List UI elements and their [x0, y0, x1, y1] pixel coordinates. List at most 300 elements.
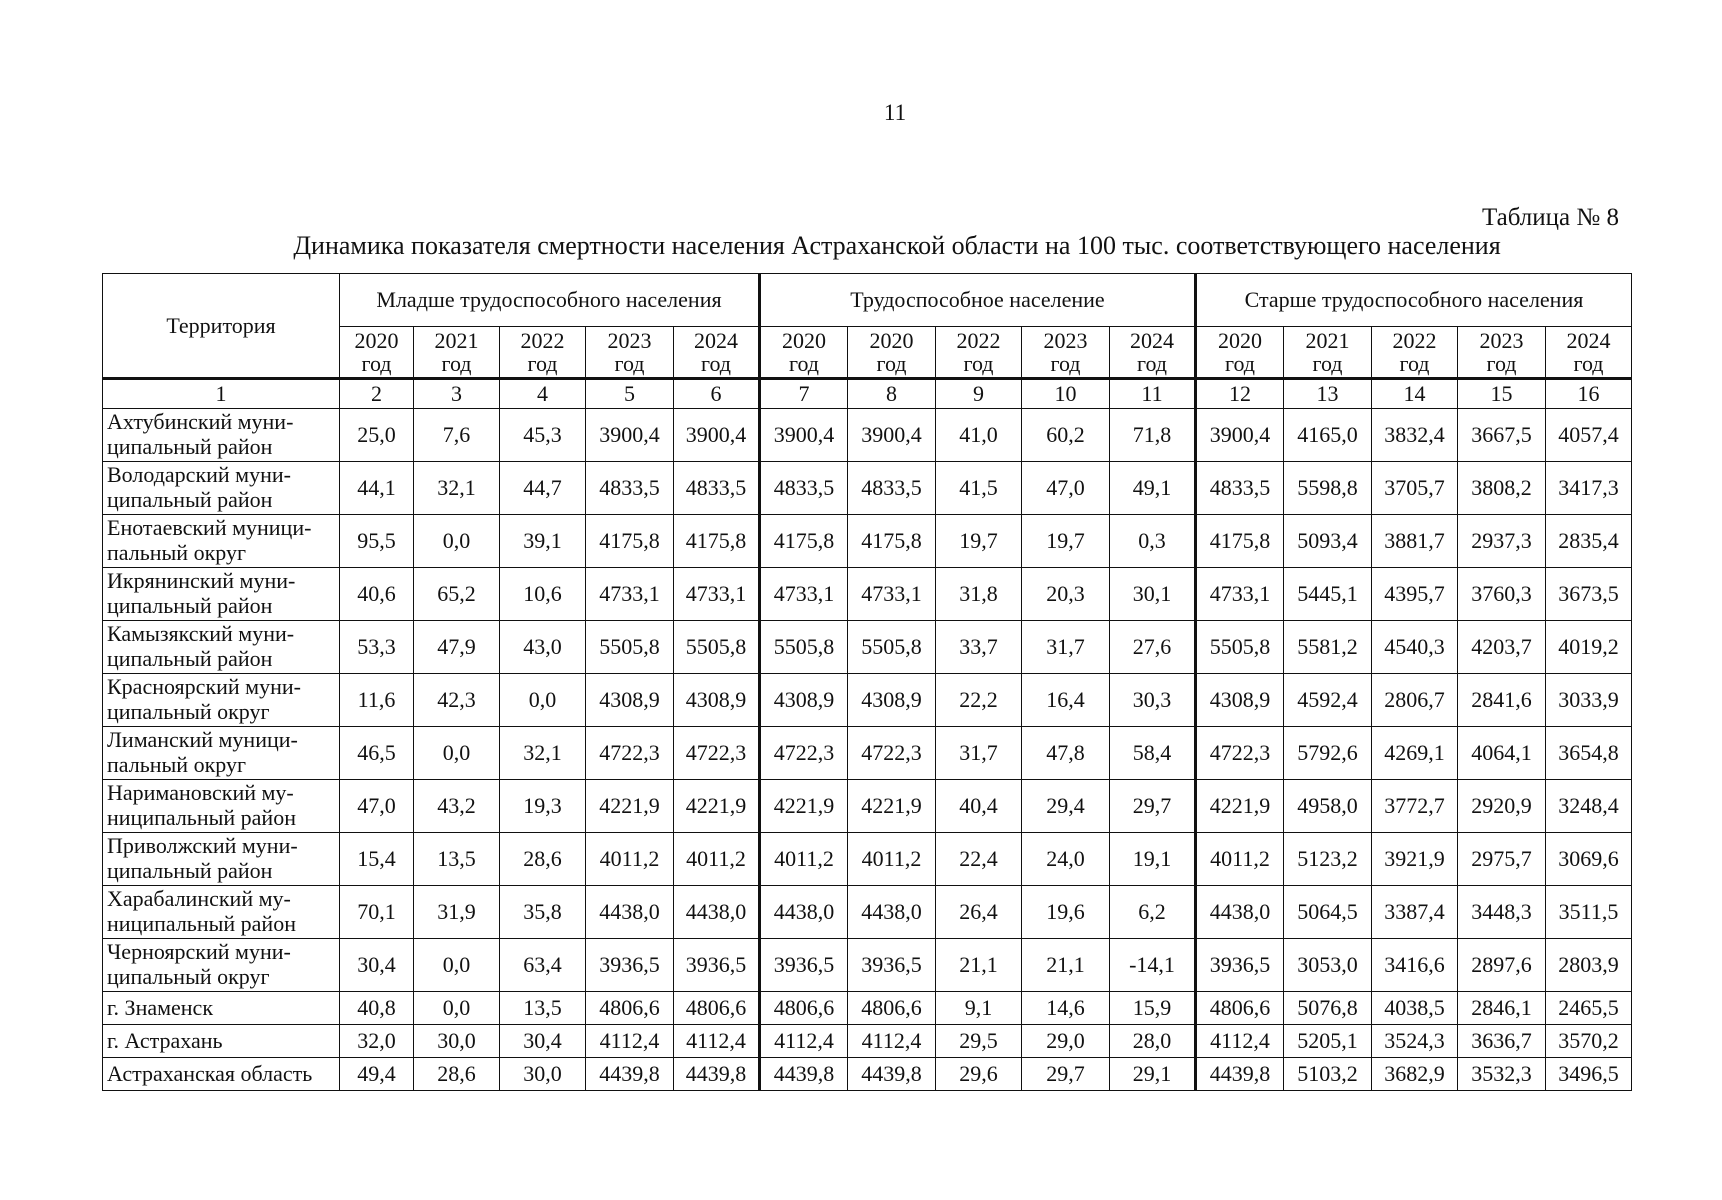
table-row: [103, 1058, 1632, 1091]
table-cell: 4733,1: [760, 568, 848, 621]
table-cell: 21,1: [936, 939, 1022, 992]
table-cell: 4221,9: [760, 780, 848, 833]
year-value: 2020: [354, 327, 399, 353]
territory-name-line: Красноярский муни-: [107, 674, 301, 700]
table-cell: 4438,0: [848, 886, 936, 939]
table-caption: Таблица № 8: [1481, 204, 1619, 231]
table-cell: 3760,3: [1458, 568, 1546, 621]
column-number: 13: [1284, 379, 1372, 409]
table-row: [103, 568, 1632, 621]
table-cell: 19,7: [1022, 515, 1110, 568]
year-header: [1284, 327, 1372, 379]
territory-name: [103, 992, 340, 1025]
table-cell: 4592,4: [1284, 674, 1372, 727]
table-cell: 19,1: [1110, 833, 1196, 886]
table-row: [103, 886, 1632, 939]
table-cell: 5076,8: [1284, 992, 1372, 1025]
table-cell: 4308,9: [674, 674, 760, 727]
mortality-table: [102, 273, 1632, 1091]
table-cell: 4112,4: [760, 1025, 848, 1058]
table-cell: 22,4: [936, 833, 1022, 886]
table-cell: 4722,3: [1196, 727, 1284, 780]
territory-name-line: Черноярский муни-: [107, 939, 291, 965]
table-cell: 4011,2: [760, 833, 848, 886]
group-header-young: Младше трудоспособного населения: [340, 274, 760, 327]
table-cell: 3832,4: [1372, 409, 1458, 462]
table-cell: 39,1: [500, 515, 586, 568]
table-cell: 4438,0: [1196, 886, 1284, 939]
year-value: 2021: [434, 327, 479, 353]
table-cell: 30,0: [500, 1058, 586, 1091]
year-header: [1546, 327, 1632, 379]
table-cell: 4112,4: [1196, 1025, 1284, 1058]
table-cell: 31,7: [1022, 621, 1110, 674]
year-unit: год: [1050, 351, 1081, 376]
territory-name: [103, 568, 340, 621]
table-cell: 3448,3: [1458, 886, 1546, 939]
table-cell: 13,5: [500, 992, 586, 1025]
table-cell: 65,2: [414, 568, 500, 621]
table-cell: 60,2: [1022, 409, 1110, 462]
table-row: [103, 1025, 1632, 1058]
table-cell: 29,6: [936, 1058, 1022, 1091]
table-cell: 40,6: [340, 568, 414, 621]
year-header: [1110, 327, 1196, 379]
table-cell: 30,3: [1110, 674, 1196, 727]
table-row: [103, 780, 1632, 833]
territory-name-line: ципальный район: [107, 593, 273, 618]
table-cell: 5581,2: [1284, 621, 1372, 674]
table-cell: 4221,9: [674, 780, 760, 833]
table-row: [103, 621, 1632, 674]
table-cell: 4806,6: [848, 992, 936, 1025]
table-cell: 4722,3: [586, 727, 674, 780]
territory-name-line: Харабалинский му-: [107, 886, 291, 912]
column-number: 6: [674, 379, 760, 409]
table-cell: 4308,9: [760, 674, 848, 727]
table-cell: 4439,8: [760, 1058, 848, 1091]
territory-name-line: пальный округ: [107, 752, 246, 777]
table-cell: 2920,9: [1458, 780, 1546, 833]
table-cell: 3936,5: [848, 939, 936, 992]
column-number: 14: [1372, 379, 1458, 409]
table-cell: 3682,9: [1372, 1058, 1458, 1091]
year-value: 2022: [956, 327, 1001, 353]
table-cell: 3387,4: [1372, 886, 1458, 939]
table-cell: 4175,8: [760, 515, 848, 568]
table-cell: 4011,2: [1196, 833, 1284, 886]
table-cell: 29,7: [1022, 1058, 1110, 1091]
table-cell: 3936,5: [586, 939, 674, 992]
table-cell: 28,6: [414, 1058, 500, 1091]
year-header: [1458, 327, 1546, 379]
column-number: 10: [1022, 379, 1110, 409]
table-cell: 45,3: [500, 409, 586, 462]
table-cell: 30,0: [414, 1025, 500, 1058]
table-cell: 49,4: [340, 1058, 414, 1091]
group-header-working: Трудоспособное население: [760, 274, 1196, 327]
table-cell: 10,6: [500, 568, 586, 621]
table-cell: 5123,2: [1284, 833, 1372, 886]
year-unit: год: [963, 351, 994, 376]
table-cell: 3496,5: [1546, 1058, 1632, 1091]
table-cell: 29,4: [1022, 780, 1110, 833]
table-cell: 53,3: [340, 621, 414, 674]
table-cell: 2897,6: [1458, 939, 1546, 992]
table-cell: 29,7: [1110, 780, 1196, 833]
table-cell: 42,3: [414, 674, 500, 727]
year-unit: год: [527, 351, 558, 376]
table-cell: 2841,6: [1458, 674, 1546, 727]
column-number: 5: [586, 379, 674, 409]
table-cell: 4806,6: [760, 992, 848, 1025]
table-cell: 15,9: [1110, 992, 1196, 1025]
table-cell: 29,5: [936, 1025, 1022, 1058]
table-cell: 4038,5: [1372, 992, 1458, 1025]
territory-name-line: пальный округ: [107, 540, 246, 565]
territory-name: [103, 886, 340, 939]
table-cell: 21,1: [1022, 939, 1110, 992]
table-cell: 4112,4: [674, 1025, 760, 1058]
table-cell: 4011,2: [848, 833, 936, 886]
year-value: 2023: [1479, 327, 1524, 353]
table-cell: 4175,8: [848, 515, 936, 568]
year-value: 2024: [1130, 327, 1174, 353]
table-cell: 5505,8: [674, 621, 760, 674]
table-cell: 3673,5: [1546, 568, 1632, 621]
table-cell: 5505,8: [1196, 621, 1284, 674]
table-cell: 4806,6: [1196, 992, 1284, 1025]
table-cell: 0,0: [414, 515, 500, 568]
table-cell: 3417,3: [1546, 462, 1632, 515]
table-cell: 4011,2: [674, 833, 760, 886]
table-cell: 3532,3: [1458, 1058, 1546, 1091]
year-value: 2022: [520, 327, 565, 353]
year-unit: год: [876, 351, 907, 376]
table-cell: 32,0: [340, 1025, 414, 1058]
table-cell: 22,2: [936, 674, 1022, 727]
table-body: [103, 409, 1632, 1091]
table-cell: 4722,3: [848, 727, 936, 780]
territory-name-line: Икрянинский муни-: [107, 568, 296, 594]
table-cell: 3936,5: [1196, 939, 1284, 992]
table-cell: -14,1: [1110, 939, 1196, 992]
territory-name-line: Володарский муни-: [107, 462, 291, 488]
table-cell: 31,7: [936, 727, 1022, 780]
table-cell: 3511,5: [1546, 886, 1632, 939]
table-row: [103, 992, 1632, 1025]
column-number: 8: [848, 379, 936, 409]
table-cell: 3936,5: [674, 939, 760, 992]
table-cell: 3900,4: [848, 409, 936, 462]
group-header-older: Старше трудоспособного населения: [1196, 274, 1632, 327]
table-cell: 9,1: [936, 992, 1022, 1025]
table-cell: 2806,7: [1372, 674, 1458, 727]
year-unit: год: [1573, 351, 1604, 376]
table-cell: 3248,4: [1546, 780, 1632, 833]
table-cell: 4019,2: [1546, 621, 1632, 674]
year-header: [1196, 327, 1284, 379]
table-cell: 31,8: [936, 568, 1022, 621]
table-cell: 4175,8: [674, 515, 760, 568]
territory-name: [103, 515, 340, 568]
territory-name: [103, 1058, 340, 1091]
column-number: 3: [414, 379, 500, 409]
year-value: 2023: [607, 327, 652, 353]
table-row: [103, 727, 1632, 780]
territory-name-line: Наримановский му-: [107, 780, 294, 806]
table-cell: 19,6: [1022, 886, 1110, 939]
year-header: [586, 327, 674, 379]
column-number: 4: [500, 379, 586, 409]
year-header: [760, 327, 848, 379]
table-cell: 33,7: [936, 621, 1022, 674]
year-value: 2024: [1566, 327, 1611, 353]
table-cell: 3900,4: [586, 409, 674, 462]
year-value: 2020: [1218, 327, 1262, 353]
table-cell: 4221,9: [848, 780, 936, 833]
header-group-row: [103, 274, 1632, 327]
table-cell: 2937,3: [1458, 515, 1546, 568]
table-cell: 46,5: [340, 727, 414, 780]
table-cell: 30,4: [340, 939, 414, 992]
territory-name-line: ниципальный район: [107, 805, 296, 830]
table-row: [103, 409, 1632, 462]
table-cell: 3667,5: [1458, 409, 1546, 462]
table-cell: 43,2: [414, 780, 500, 833]
table-cell: 26,4: [936, 886, 1022, 939]
table-cell: 63,4: [500, 939, 586, 992]
territory-name: [103, 1025, 340, 1058]
territory-header: Территория: [103, 274, 340, 379]
year-unit: год: [700, 351, 732, 376]
table-cell: 0,0: [500, 674, 586, 727]
territory-name-line: Енотаевский муници-: [107, 515, 312, 541]
table-cell: 4221,9: [1196, 780, 1284, 833]
table-cell: 4064,1: [1458, 727, 1546, 780]
table-cell: 49,1: [1110, 462, 1196, 515]
table-cell: 4540,3: [1372, 621, 1458, 674]
table-cell: 4439,8: [848, 1058, 936, 1091]
table-cell: 2835,4: [1546, 515, 1632, 568]
table-cell: 4722,3: [674, 727, 760, 780]
table-cell: 24,0: [1022, 833, 1110, 886]
table-cell: 32,1: [414, 462, 500, 515]
year-unit: год: [1224, 351, 1256, 376]
table-cell: 41,5: [936, 462, 1022, 515]
mortality-table-container: [102, 273, 1632, 1091]
column-number: 2: [340, 379, 414, 409]
table-cell: 19,7: [936, 515, 1022, 568]
table-cell: 2803,9: [1546, 939, 1632, 992]
territory-name-line: ципальный район: [107, 434, 273, 459]
territory-name: [103, 939, 340, 992]
table-cell: 4112,4: [586, 1025, 674, 1058]
table-cell: 4833,5: [1196, 462, 1284, 515]
table-cell: 4395,7: [1372, 568, 1458, 621]
territory-name: [103, 833, 340, 886]
table-cell: 3705,7: [1372, 462, 1458, 515]
year-unit: год: [1486, 351, 1517, 376]
table-cell: 3524,3: [1372, 1025, 1458, 1058]
table-cell: 4175,8: [586, 515, 674, 568]
table-cell: 25,0: [340, 409, 414, 462]
table-cell: 71,8: [1110, 409, 1196, 462]
territory-name-line: Камызякский муни-: [107, 621, 295, 647]
year-unit: год: [1136, 351, 1168, 376]
territory-name-line: ниципальный район: [107, 911, 296, 936]
table-cell: 95,5: [340, 515, 414, 568]
territory-name-line: г. Астрахань: [107, 1027, 223, 1053]
table-cell: 4438,0: [760, 886, 848, 939]
table-cell: 3416,6: [1372, 939, 1458, 992]
table-cell: 31,9: [414, 886, 500, 939]
table-cell: 20,3: [1022, 568, 1110, 621]
table-cell: 43,0: [500, 621, 586, 674]
year-value: 2022: [1392, 327, 1437, 353]
table-cell: 30,1: [1110, 568, 1196, 621]
table-cell: 4958,0: [1284, 780, 1372, 833]
table-cell: 5093,4: [1284, 515, 1372, 568]
table-row: [103, 674, 1632, 727]
territory-name-line: Ахтубинский муни-: [107, 409, 294, 435]
table-cell: 28,0: [1110, 1025, 1196, 1058]
table-cell: 0,0: [414, 727, 500, 780]
year-value: 2020: [869, 327, 914, 353]
table-cell: 6,2: [1110, 886, 1196, 939]
table-cell: 30,4: [500, 1025, 586, 1058]
table-cell: 4057,4: [1546, 409, 1632, 462]
territory-name-line: ципальный округ: [107, 964, 270, 989]
table-cell: 3881,7: [1372, 515, 1458, 568]
table-cell: 29,0: [1022, 1025, 1110, 1058]
table-cell: 4439,8: [1196, 1058, 1284, 1091]
table-cell: 7,6: [414, 409, 500, 462]
territory-name: [103, 780, 340, 833]
table-cell: 47,0: [1022, 462, 1110, 515]
table-cell: 3570,2: [1546, 1025, 1632, 1058]
table-cell: 2465,5: [1546, 992, 1632, 1025]
column-number: 15: [1458, 379, 1546, 409]
year-header: [848, 327, 936, 379]
table-cell: 5505,8: [760, 621, 848, 674]
territory-name: [103, 409, 340, 462]
table-cell: 4439,8: [674, 1058, 760, 1091]
table-cell: 47,0: [340, 780, 414, 833]
table-cell: 13,5: [414, 833, 500, 886]
column-number-row: [103, 379, 1632, 409]
territory-name: [103, 674, 340, 727]
table-cell: 47,9: [414, 621, 500, 674]
table-title: Динамика показателя смертности населения Астраханской области на 100 тыс. соответствующего населения: [293, 231, 1501, 260]
table-cell: 3900,4: [1196, 409, 1284, 462]
territory-name-line: Приволжский муни-: [107, 833, 298, 859]
table-cell: 2975,7: [1458, 833, 1546, 886]
table-row: [103, 515, 1632, 568]
year-header: [1372, 327, 1458, 379]
table-cell: 5064,5: [1284, 886, 1372, 939]
table-cell: 4308,9: [1196, 674, 1284, 727]
column-number: 16: [1546, 379, 1632, 409]
year-unit: год: [788, 351, 820, 376]
table-cell: 4165,0: [1284, 409, 1372, 462]
table-cell: 28,6: [500, 833, 586, 886]
table-cell: 5205,1: [1284, 1025, 1372, 1058]
year-header: [500, 327, 586, 379]
table-cell: 3053,0: [1284, 939, 1372, 992]
table-cell: 0,3: [1110, 515, 1196, 568]
table-row: [103, 833, 1632, 886]
table-cell: 70,1: [340, 886, 414, 939]
table-cell: 5505,8: [848, 621, 936, 674]
table-cell: 4269,1: [1372, 727, 1458, 780]
column-number: 11: [1110, 379, 1196, 409]
table-cell: 4733,1: [674, 568, 760, 621]
table-cell: 4439,8: [586, 1058, 674, 1091]
table-cell: 19,3: [500, 780, 586, 833]
table-cell: 4833,5: [674, 462, 760, 515]
year-header: [414, 327, 500, 379]
year-unit: год: [361, 351, 392, 376]
table-cell: 3936,5: [760, 939, 848, 992]
territory-name-line: Лиманский муници-: [107, 727, 298, 753]
table-cell: 2846,1: [1458, 992, 1546, 1025]
table-cell: 15,4: [340, 833, 414, 886]
table-cell: 0,0: [414, 939, 500, 992]
table-cell: 4833,5: [848, 462, 936, 515]
table-cell: 4833,5: [586, 462, 674, 515]
table-cell: 5792,6: [1284, 727, 1372, 780]
year-value: 2021: [1305, 327, 1350, 353]
territory-name-line: ципальный район: [107, 858, 273, 883]
table-cell: 32,1: [500, 727, 586, 780]
year-header: [340, 327, 414, 379]
year-unit: год: [441, 351, 472, 376]
table-cell: 4806,6: [586, 992, 674, 1025]
table-cell: 3772,7: [1372, 780, 1458, 833]
table-cell: 16,4: [1022, 674, 1110, 727]
table-cell: 4733,1: [1196, 568, 1284, 621]
table-cell: 3900,4: [760, 409, 848, 462]
year-unit: год: [614, 351, 645, 376]
table-cell: 4203,7: [1458, 621, 1546, 674]
table-cell: 41,0: [936, 409, 1022, 462]
territory-name-line: ципальный округ: [107, 699, 270, 724]
table-row: [103, 462, 1632, 515]
table-cell: 3033,9: [1546, 674, 1632, 727]
territory-name-line: Астраханская область: [107, 1060, 313, 1086]
table-cell: 3636,7: [1458, 1025, 1546, 1058]
territory-name: [103, 462, 340, 515]
table-cell: 14,6: [1022, 992, 1110, 1025]
table-cell: 4308,9: [848, 674, 936, 727]
page-number: 11: [883, 100, 907, 125]
table-cell: 5505,8: [586, 621, 674, 674]
year-unit: год: [1312, 351, 1343, 376]
table-cell: 4438,0: [674, 886, 760, 939]
table-cell: 5103,2: [1284, 1058, 1372, 1091]
table-cell: 29,1: [1110, 1058, 1196, 1091]
year-header: [1022, 327, 1110, 379]
year-value: 2020: [782, 327, 826, 353]
territory-name-line: г. Знаменск: [107, 994, 214, 1020]
year-header: [936, 327, 1022, 379]
territory-name-line: ципальный район: [107, 646, 273, 671]
table-cell: 5598,8: [1284, 462, 1372, 515]
table-cell: 4175,8: [1196, 515, 1284, 568]
table-row: [103, 939, 1632, 992]
territory-name: [103, 727, 340, 780]
